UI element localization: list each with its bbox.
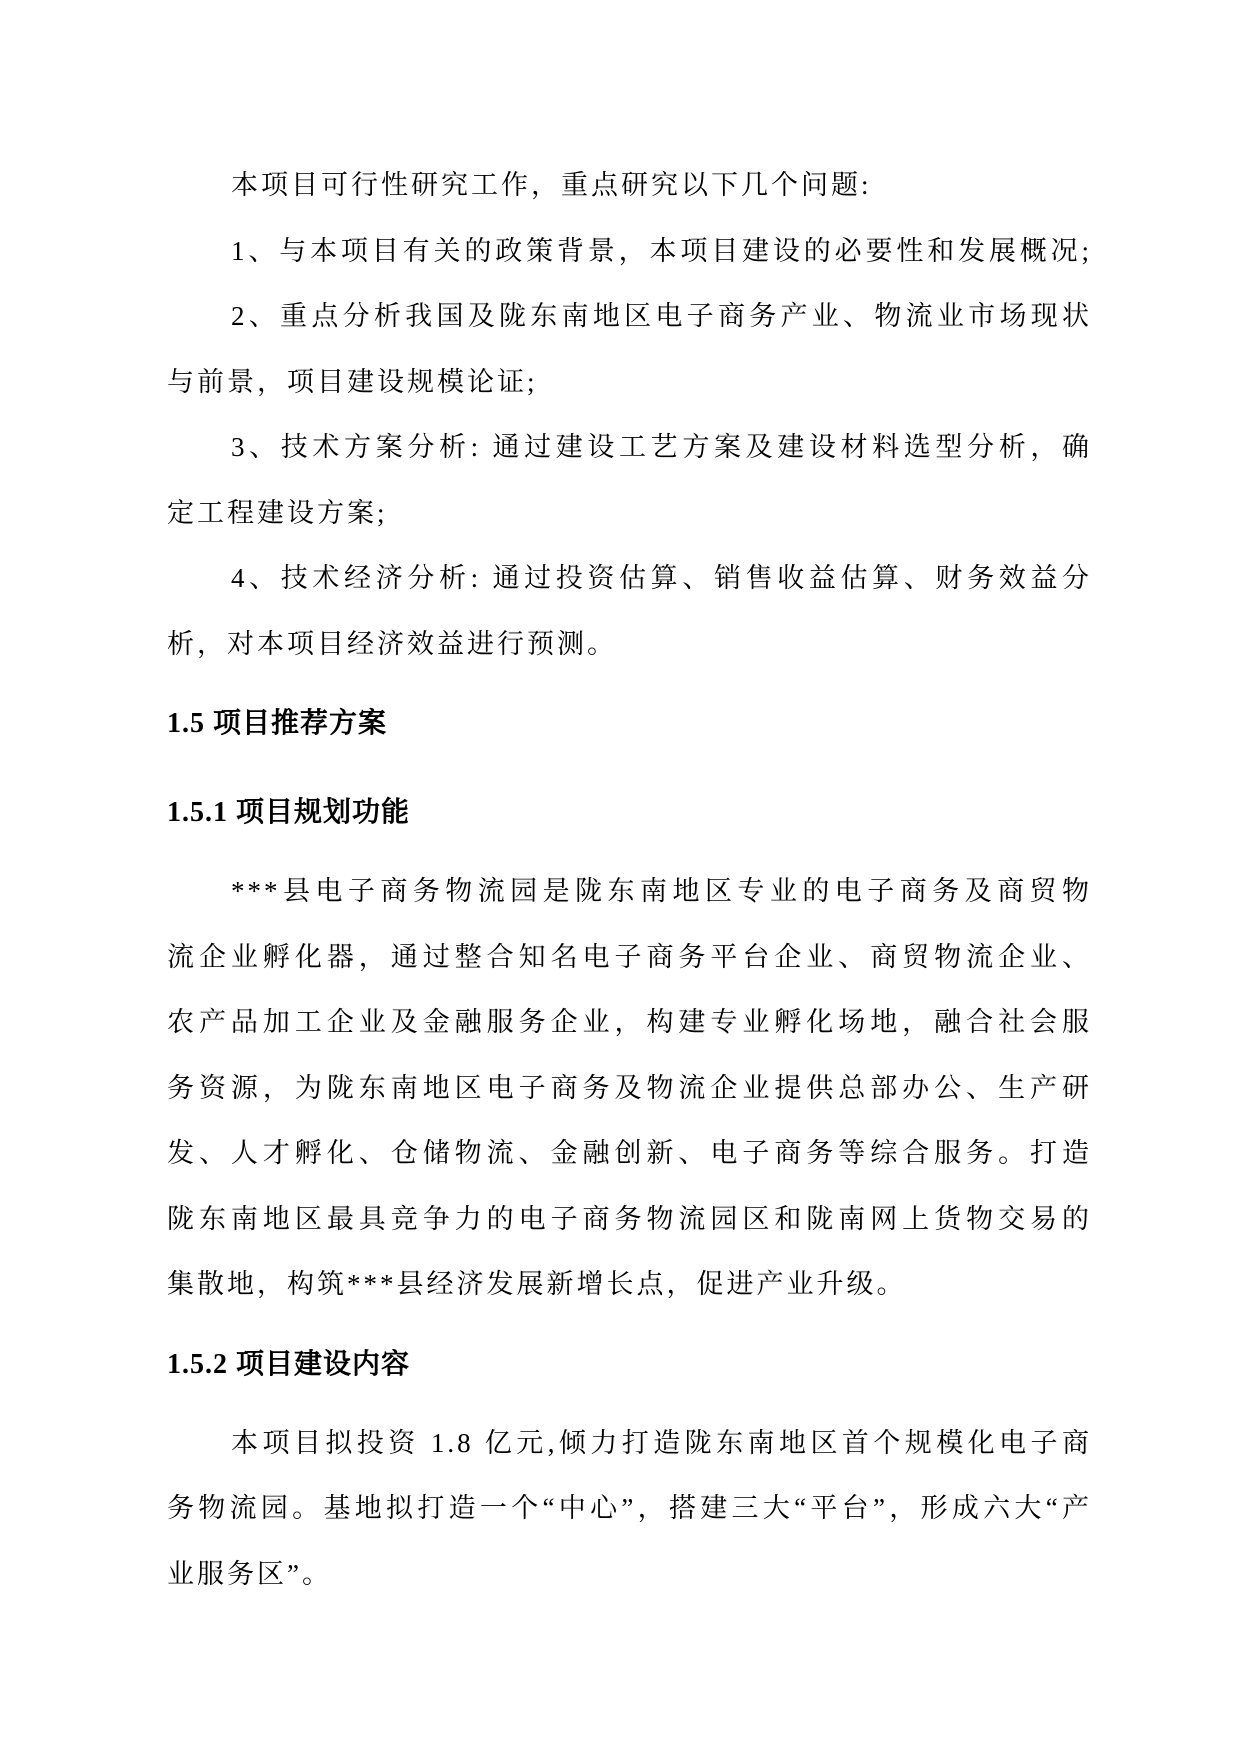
list-item-1-line: 1、与本项目有关的政策背景，本项目建设的必要性和发展概况; [231,235,1092,266]
list-item-2-line: 与前景，项目建设规模论证; [167,366,538,397]
paragraph-line: 农产品加工企业及金融服务企业，构建专业孵化场地，融合社会服 [167,1007,1092,1037]
paragraph-line: 务资源，为陇东南地区电子商务及物流企业提供总部办公、生产研 [167,1072,1092,1103]
section-heading-1-5: 1.5 项目推荐方案 [167,708,388,739]
paragraph-line: 本项目拟投资 1.8 亿元,倾力打造陇东南地区首个规模化电子商 [231,1427,1092,1458]
list-item-3-line: 定工程建设方案; [167,497,388,528]
paragraph-line: ***县电子商务物流园是陇东南地区专业的电子商务及商贸物 [231,876,1092,906]
list-item-3-line: 3、技术方案分析: 通过建设工艺方案及建设材料选型分析，确 [231,432,1092,462]
paragraph-line: 流企业孵化器，通过整合知名电子商务平台企业、商贸物流企业、 [167,941,1092,972]
section-heading-1-5-1: 1.5.1 项目规划功能 [167,797,411,828]
section-heading-1-5-2: 1.5.2 项目建设内容 [167,1348,411,1380]
list-item-2-line: 2、重点分析我国及陇东南地区电子商务产业、物流业市场现状 [231,301,1092,331]
paragraph-line: 业服务区”。 [167,1558,332,1589]
paragraph-line: 集散地，构筑***县经济发展新增长点，促进产业升级。 [167,1269,907,1299]
paragraph-line: 陇东南地区最具竞争力的电子商务物流园区和陇南网上货物交易的 [167,1203,1092,1234]
paragraph-line: 发、人才孵化、仓储物流、金融创新、电子商务等综合服务。打造 [167,1138,1092,1168]
list-item-4-line: 4、技术经济分析: 通过投资估算、销售收益估算、财务效益分 [231,563,1092,593]
list-item-4-line: 析，对本项目经济效益进行预测。 [167,628,617,659]
paragraph-line: 务物流园。基地拟打造一个“中心”，搭建三大“平台”，形成六大“产 [167,1493,1092,1523]
intro-lead-line: 本项目可行性研究工作，重点研究以下几个问题: [231,170,872,200]
